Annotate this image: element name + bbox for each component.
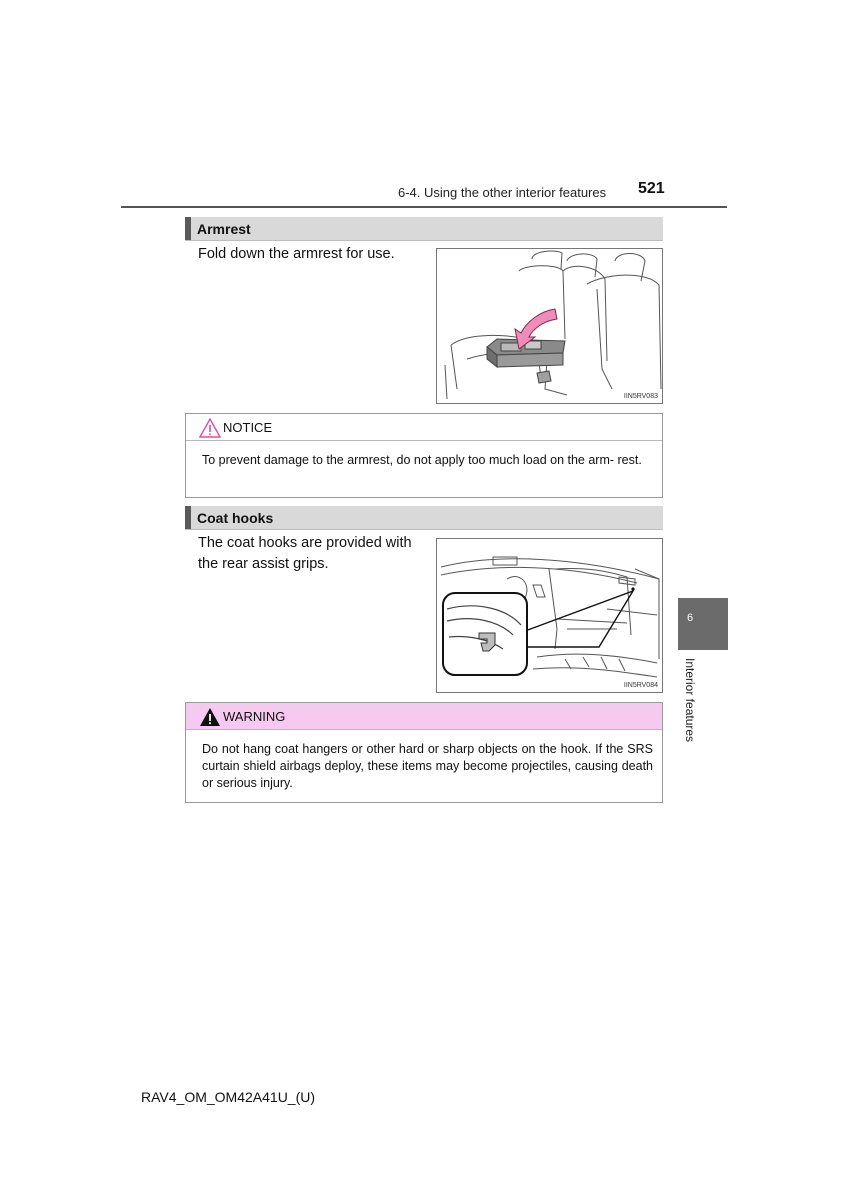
warning-triangle-icon — [199, 707, 221, 727]
coat-hooks-text-line1: The coat hooks are provided with — [198, 535, 412, 551]
page-number: 521 — [638, 180, 665, 197]
coat-hooks-text-line2: the rear assist grips. — [198, 556, 329, 572]
notice-title: NOTICE — [223, 420, 273, 435]
warning-text: Do not hang coat hangers or other hard or sharp objects on the hook. If the SRS curtain shield airbags deploy, these items may become projectiles, causing death or serious injury. — [202, 742, 653, 790]
section-title: 6-4. Using the other interior features — [398, 185, 607, 200]
coat-hooks-text — [198, 533, 426, 575]
notice-header — [186, 414, 662, 441]
warning-title: WARNING — [223, 709, 286, 724]
armrest-illustration — [436, 248, 663, 404]
armrest-heading — [185, 217, 663, 241]
notice-box — [185, 413, 663, 498]
chapter-tab — [678, 598, 728, 650]
figure-code: IIN5RV083 — [623, 393, 658, 400]
heading-bar — [185, 217, 191, 240]
caution-triangle-icon — [199, 418, 221, 438]
notice-text: To prevent damage to the armrest, do not apply too much load on the arm- rest. — [202, 453, 642, 467]
document-code: RAV4_OM_OM42A41U_(U) — [141, 1089, 316, 1105]
warning-box — [185, 702, 663, 803]
header-rule — [121, 206, 727, 208]
coat-hooks-heading — [185, 506, 663, 530]
rear-seat-armrest-drawing — [437, 249, 662, 403]
heading-bar — [185, 506, 191, 529]
coat-hook-drawing — [437, 539, 662, 692]
armrest-heading-text: Armrest — [197, 221, 251, 237]
coat-hook-illustration — [436, 538, 663, 693]
coat-hooks-heading-text: Coat hooks — [197, 510, 274, 526]
figure-code: IIN5RV084 — [623, 682, 658, 689]
chapter-label: Interior features — [683, 658, 697, 743]
armrest-text: Fold down the armrest for use. — [198, 246, 395, 262]
chapter-number: 6 — [687, 612, 694, 624]
warning-header — [186, 703, 662, 730]
